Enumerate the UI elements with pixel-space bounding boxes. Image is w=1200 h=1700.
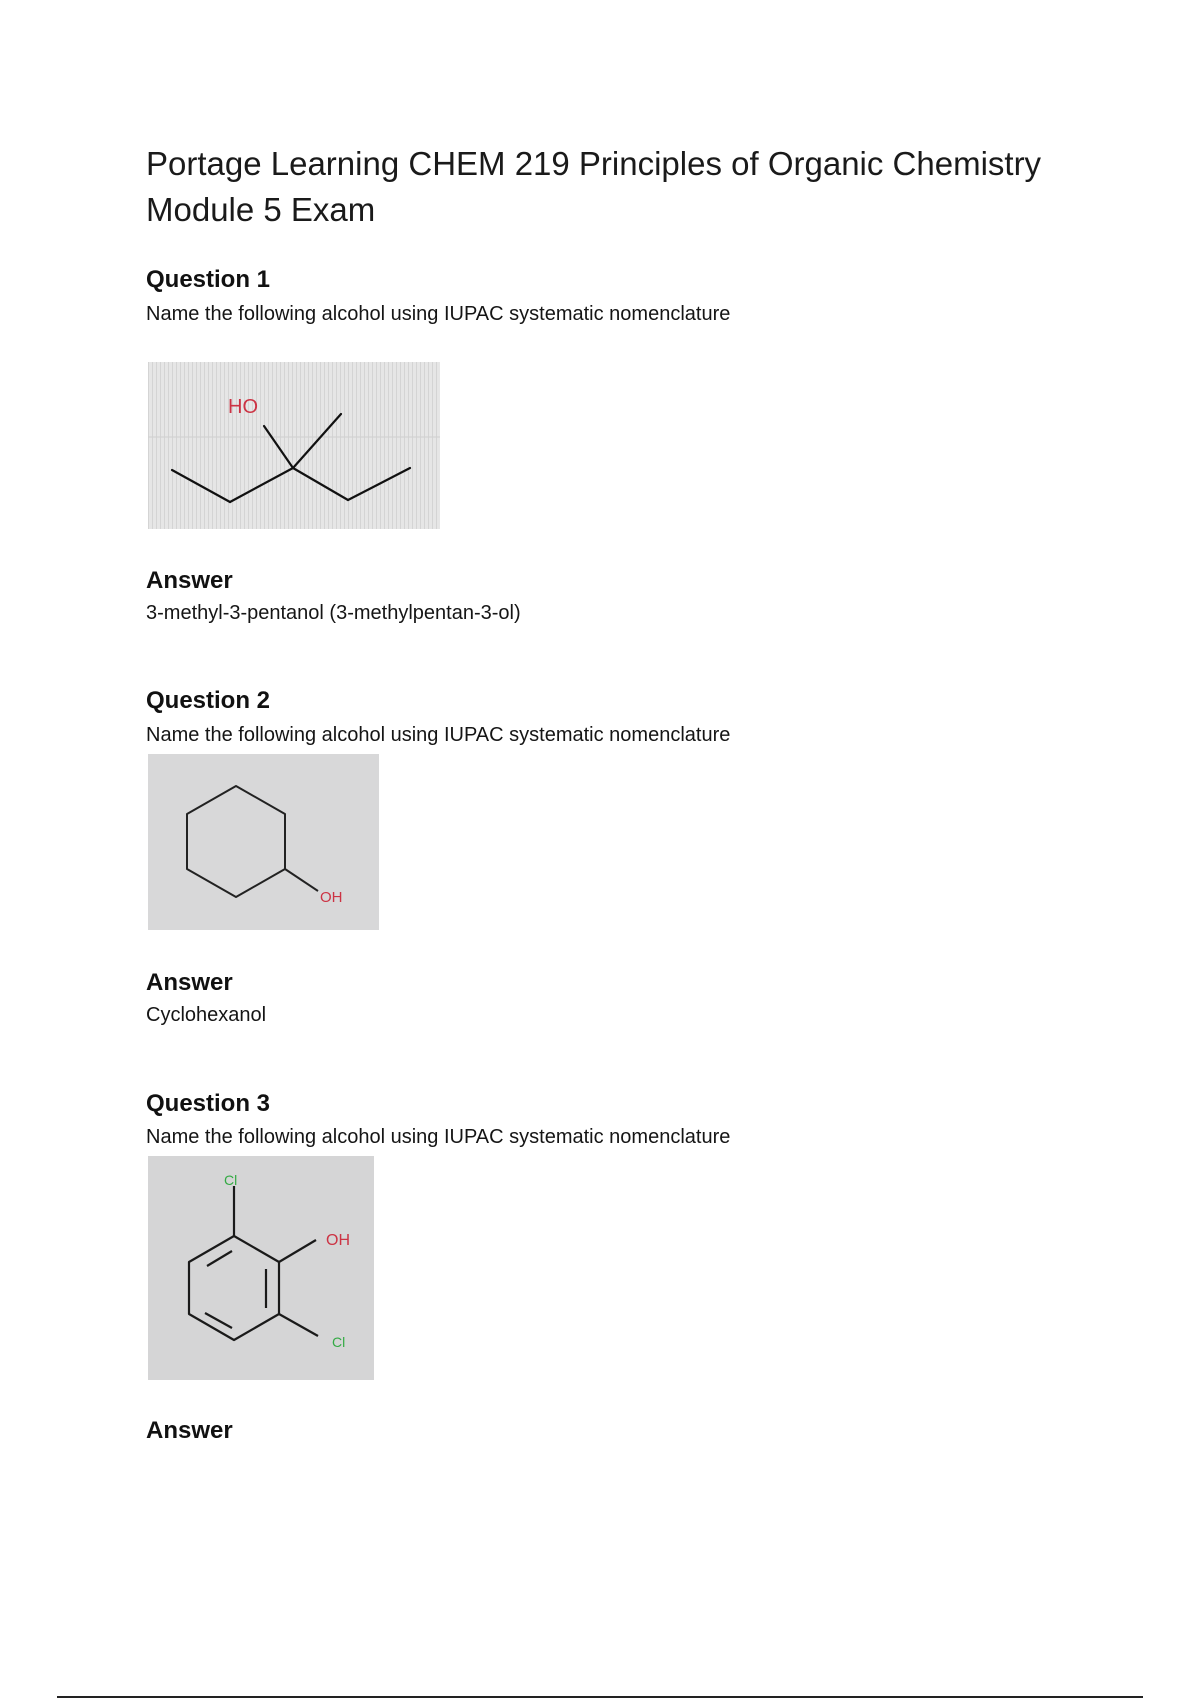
question-1-structure-image: [148, 362, 440, 529]
chlorine-label-bottom: Cl: [332, 1334, 346, 1350]
question-1-prompt: Name the following alcohol using IUPAC systematic nomenclature: [146, 303, 731, 325]
question-2-answer: Cyclohexanol: [146, 1004, 267, 1026]
question-2-answer-heading: Answer: [146, 969, 233, 996]
hydroxyl-label: OH: [320, 889, 343, 906]
question-3-prompt: Name the following alcohol using IUPAC systematic nomenclature: [146, 1126, 731, 1148]
hydroxyl-label: HO: [228, 396, 258, 418]
question-3-heading: Question 3: [146, 1090, 271, 1117]
question-1-answer-heading: Answer: [146, 567, 233, 594]
hydroxyl-label: OH: [326, 1232, 350, 1249]
question-2-heading: Question 2: [146, 687, 271, 714]
question-3-answer-heading: Answer: [146, 1417, 233, 1444]
document-title: Portage Learning CHEM 219 Principles of Organic Chemistry Module 5 Exam: [146, 145, 1042, 228]
question-1-answer: 3-methyl-3-pentanol (3-methylpentan-3-ol): [146, 602, 521, 624]
page-bottom-rule: [57, 1696, 1143, 1698]
chlorine-label-top: Cl: [224, 1172, 238, 1188]
question-3-structure-image: [148, 1156, 374, 1380]
question-2-structure-image: [148, 754, 379, 930]
question-2-prompt: Name the following alcohol using IUPAC systematic nomenclature: [146, 724, 731, 746]
question-1-heading: Question 1: [146, 266, 271, 293]
